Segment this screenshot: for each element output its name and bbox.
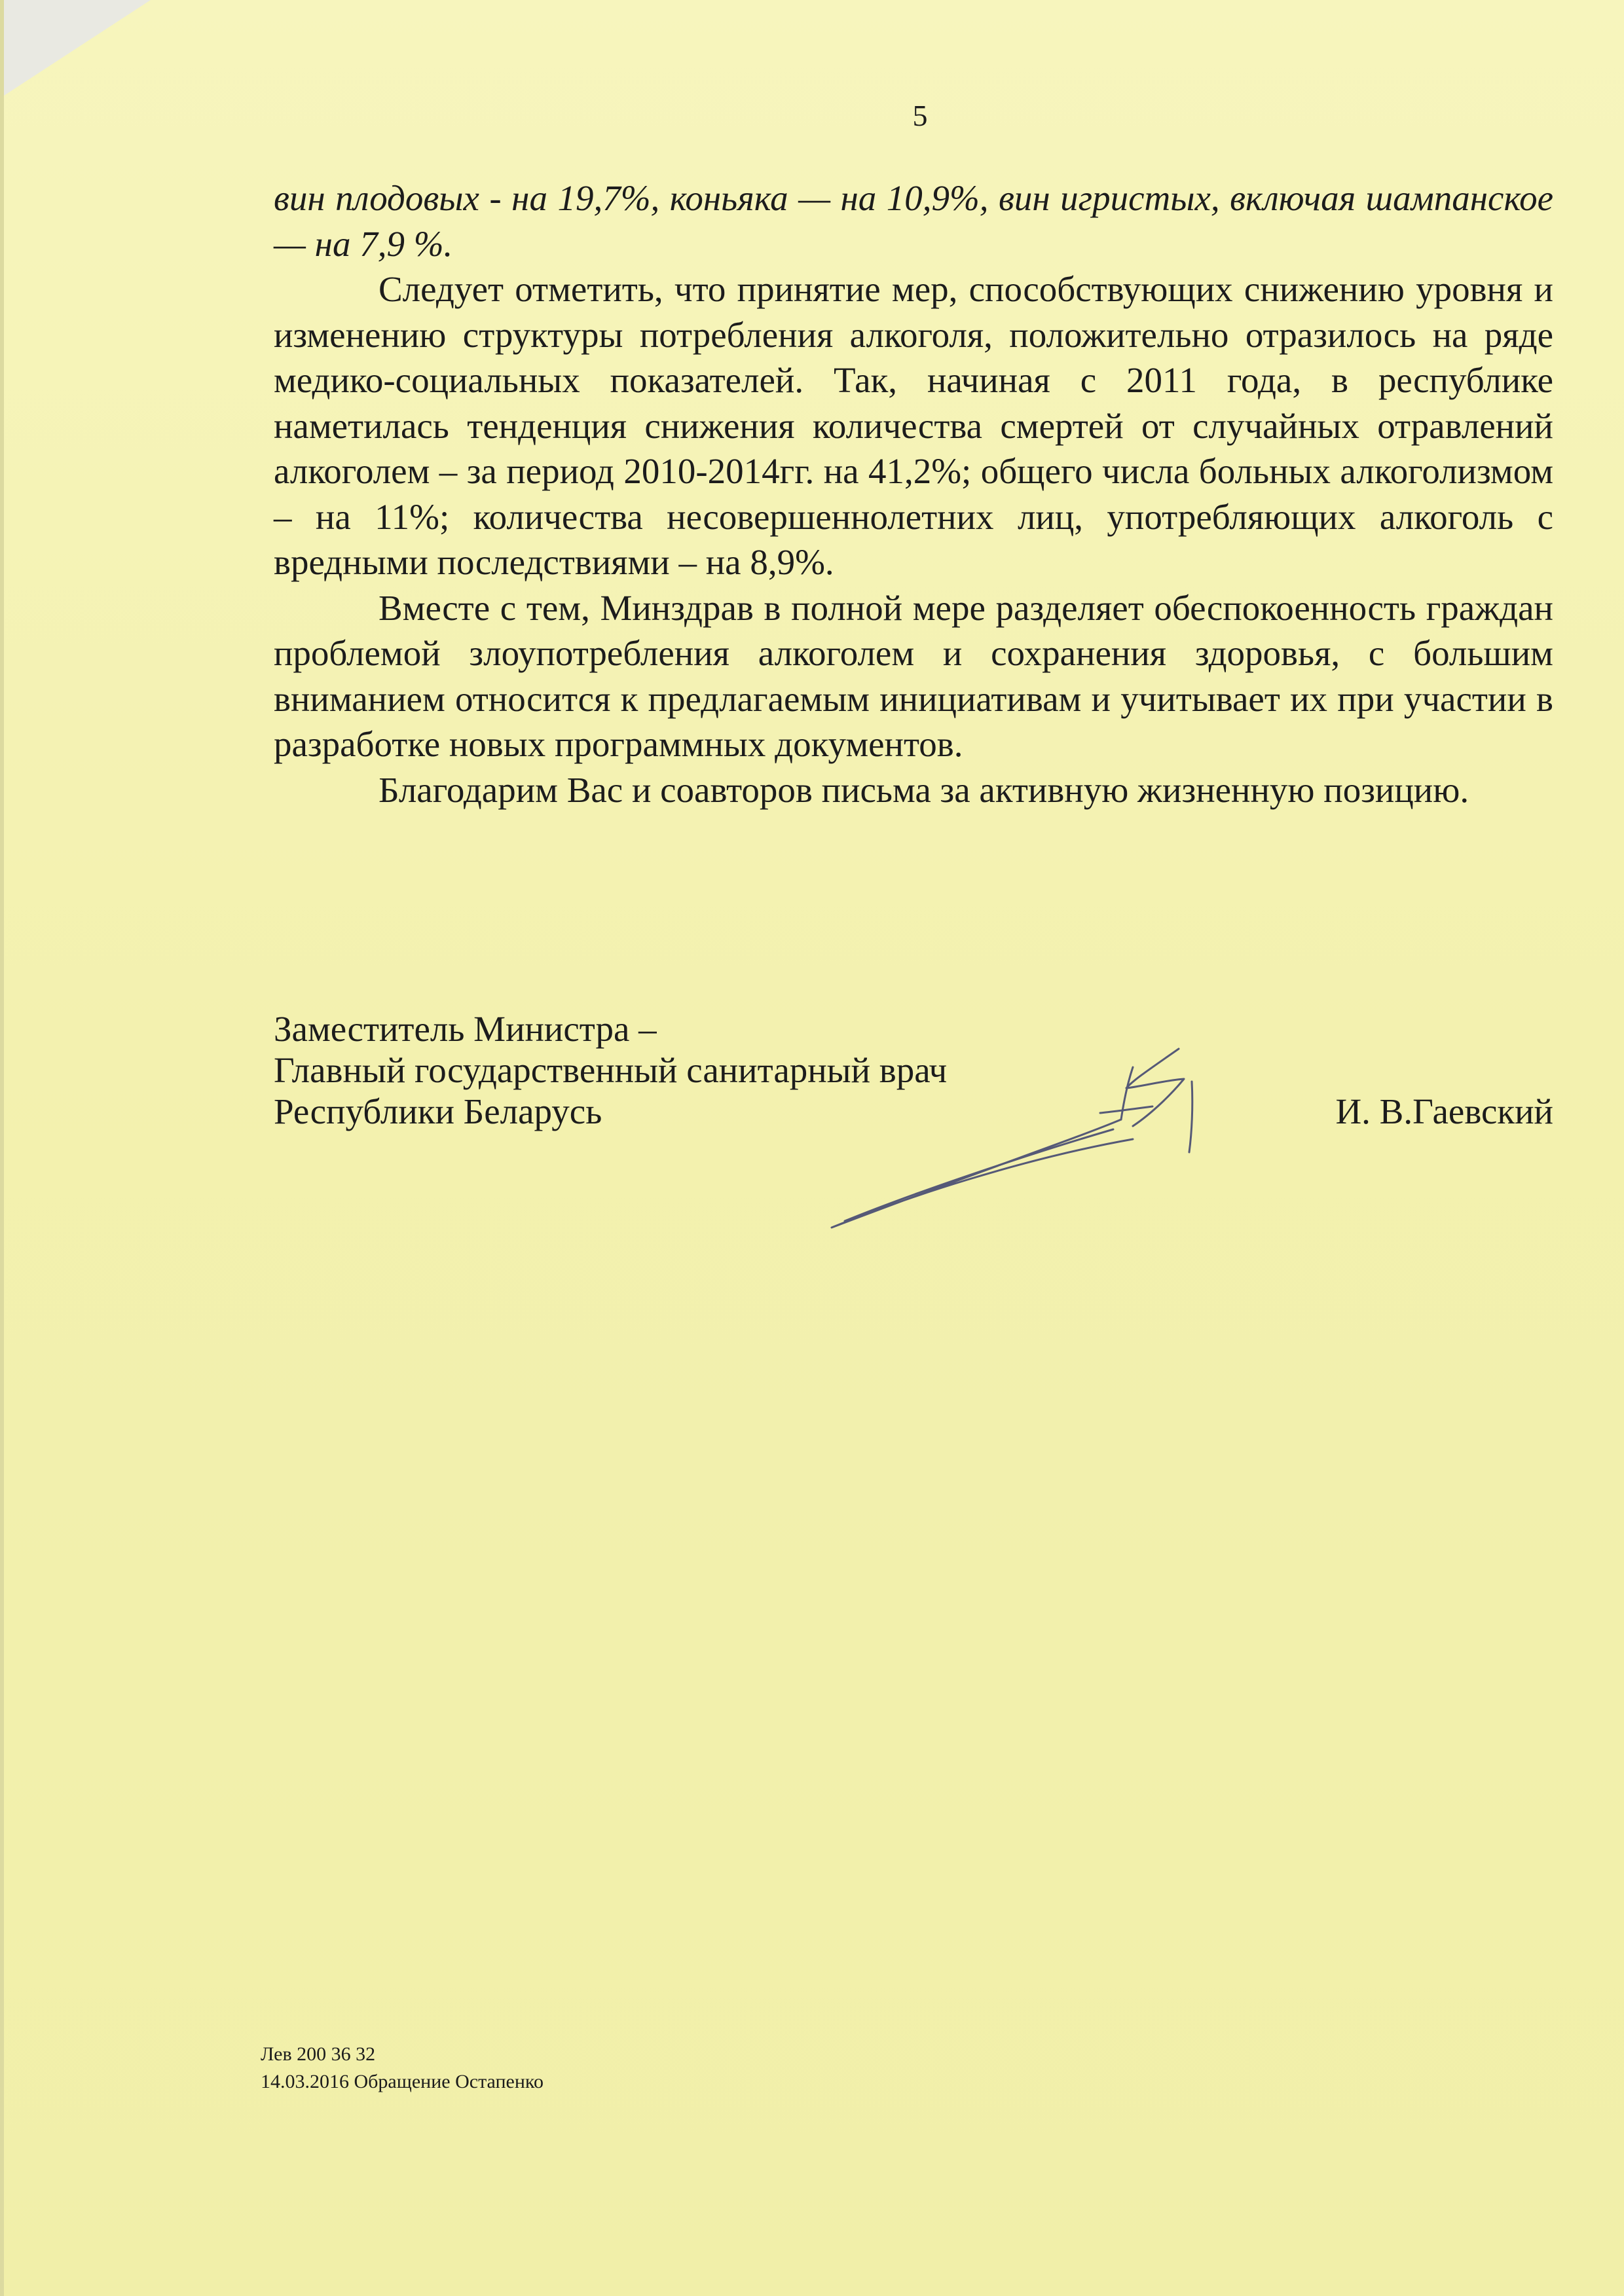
paragraph-statistics-continued: вин плодовых - на 19,7%, коньяка — на 10,9%, вин игристых, включая шампанское — на 7,9 %. — [274, 178, 1553, 264]
paragraph-gratitude: Благодарим Вас и соавторов письма за активную жизненную позицию. — [378, 769, 1469, 810]
footer-note — [261, 2041, 544, 2096]
page-number: 5 — [912, 99, 928, 132]
signatory-name: И. В.Гаевский — [1335, 1091, 1553, 1131]
signatory-title-line: Главный государственный санитарный врач — [274, 1050, 948, 1090]
footer-reference: 14.03.2016 Обращение Остапенко — [261, 2071, 544, 2092]
paragraph-medical-indicators: Следует отметить, что принятие мер, способствующих снижению уровня и изменению структуры потребления алкоголя, положительно отразилось на ряде медико-социальных показателей. Так, начиная с 2011 года, в республике наметилась тенденция снижения количества смертей от случайных отравлений алкоголем – за период 2010-2014гг. на 41,2%; общего числа больных алкоголизмом – на 11%; количества несовершеннолетних лиц, употребляющих алкоголь с вредными последствиями – на 8,9%. — [274, 269, 1553, 582]
signatory-title-line: Заместитель Министра – — [274, 1009, 657, 1049]
signatory-title-line: Республики Беларусь — [274, 1091, 602, 1131]
page-edge — [0, 0, 4, 2296]
folded-corner — [0, 0, 151, 98]
letter-body — [274, 175, 1553, 812]
handwritten-signature — [825, 1041, 1218, 1237]
footer-executor: Лев 200 36 32 — [261, 2043, 376, 2065]
paragraph-ministry-concern: Вместе с тем, Минздрав в полной мере разделяет обеспокоенность граждан проблемой злоупотребления алкоголем и сохранения здоровья, с большим вниманием относится к предлагаемым инициативам и учитывает их при участии в разработке новых программных документов. — [274, 587, 1553, 764]
